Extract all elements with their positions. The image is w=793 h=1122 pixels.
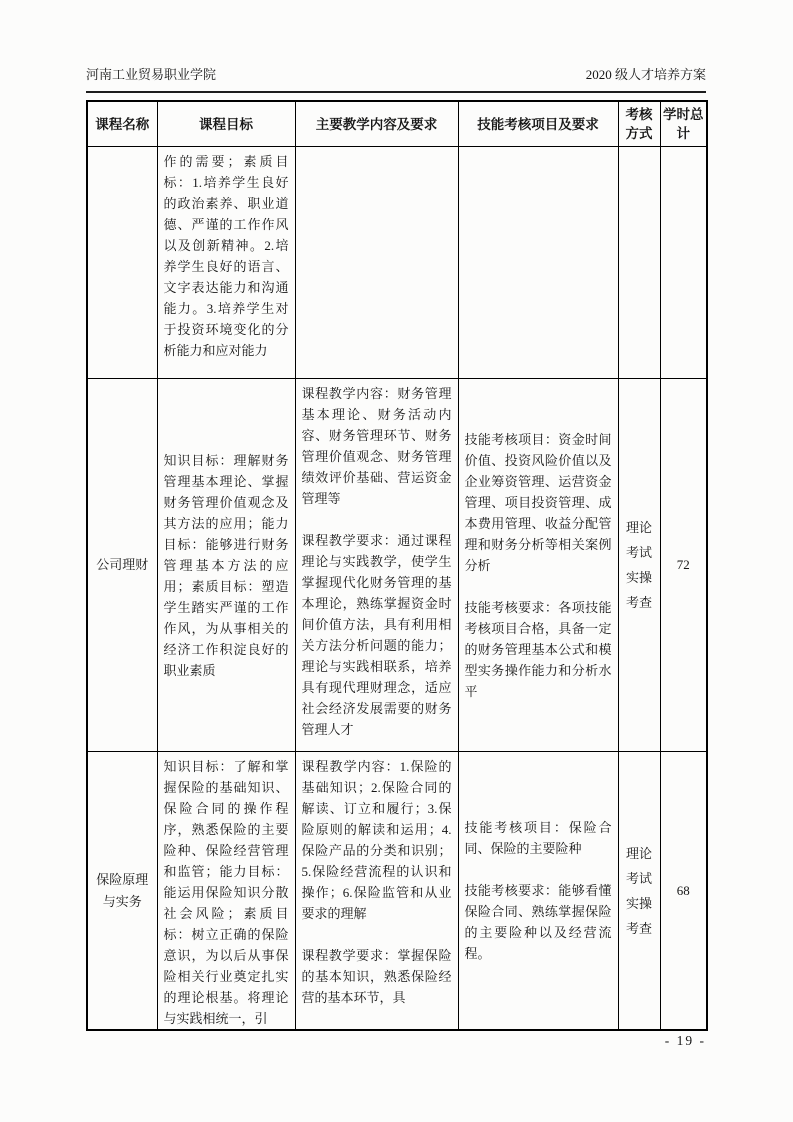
cell-skill-assessment xyxy=(458,379,618,752)
table-header-row xyxy=(87,101,707,147)
header-course-objectives: 课程目标 xyxy=(157,101,295,147)
objectives-text: 知识目标：理解财务管理基本理论、掌握财务管理价值观念及其方法的应用；能力目标：能够进行财务管理基本方法的应用；素质目标：塑造学生踏实严谨的工作作风，为从事相关的经济工作积淀良好的职业素质 xyxy=(163,452,289,678)
cell-course-name: 保险原理与实务 xyxy=(87,752,157,1031)
objectives-text: 知识目标：了解和掌握保险的基础知识、保险合同的操作程序，熟悉保险的主要险种、保险经营管理和监管；能力目标：能运用保险知识分散社会风险；素质目标：树立正确的保险意识，为以后从事保险相关行业奠定扎实的理论根基。将理论与实践相统一，引 xyxy=(163,759,289,1026)
header-doc-title: 2020 级人才培养方案 xyxy=(585,67,706,82)
cell-course-objectives xyxy=(157,147,295,379)
table-row-insurance-principles xyxy=(87,752,707,1031)
cell-total-hours xyxy=(660,147,707,379)
cell-course-objectives xyxy=(157,752,295,1031)
cell-skill-assessment xyxy=(458,147,618,379)
header-course-name: 课程名称 xyxy=(87,101,157,147)
cell-course-name: 公司理财 xyxy=(87,379,157,752)
cell-teaching-content xyxy=(295,752,458,1031)
skill-requirement-text: 技能考核要求：能够看懂保险合同、熟练掌握保险的主要险种以及经营流程。 xyxy=(464,883,612,961)
teaching-content-text: 课程教学内容：财务管理基本理论、财务活动内容、财务管理环节、财务管理价值观念、财务管理绩效评价基础、营运资金管理等 xyxy=(301,386,452,506)
skill-requirement-text: 技能考核要求：各项技能考核项目合格，具备一定的财务管理基本公式和模型实务操作能力和分析水平 xyxy=(464,599,612,699)
skill-items-text: 技能考核项目：保险合同、保险的主要险种 xyxy=(464,820,612,856)
header-skill-assessment: 技能考核项目及要求 xyxy=(458,101,618,147)
header-total-hours: 学时总计 xyxy=(660,101,707,147)
teaching-requirement-text: 课程教学要求：通过课程理论与实践教学，使学生掌握现代化财务管理的基本理论，熟练掌握资金时间价值方法，具有利用相关方法分析问题的能力；理论与实践相联系，培养具有现代理财理念，适应社会经济发展需要的财务管理人才 xyxy=(301,533,452,737)
header-assessment-method: 考核方式 xyxy=(618,101,660,147)
cell-assessment-method xyxy=(618,147,660,379)
page-number: - 19 - xyxy=(664,1033,706,1048)
cell-skill-assessment xyxy=(458,752,618,1031)
objectives-text: 作的需要；素质目标：1.培养学生良好的政治素养、职业道德、严谨的工作作风以及创新精神。2.培养学生良好的语言、文字表达能力和沟通能力。3.培养学生对于投资环境变化的分析能力和应对能力 xyxy=(163,154,289,358)
cell-teaching-content xyxy=(295,147,458,379)
page-footer xyxy=(86,1033,706,1049)
teaching-requirement-text: 课程教学要求：掌握保险的基本知识，熟悉保险经营的基本环节，具 xyxy=(301,948,452,1005)
cell-total-hours: 72 xyxy=(660,379,707,752)
header-teaching-content: 主要教学内容及要求 xyxy=(295,101,458,147)
table-row-corporate-finance xyxy=(87,379,707,752)
cell-teaching-content xyxy=(295,379,458,752)
cell-course-objectives xyxy=(157,379,295,752)
cell-assessment-method: 理论考试实操考查 xyxy=(618,752,660,1031)
cell-assessment-method: 理论考试实操考查 xyxy=(618,379,660,752)
teaching-content-text: 课程教学内容：1.保险的基础知识；2.保险合同的解读、订立和履行；3.保险原则的解读和运用；4.保险产品的分类和识别；5.保险经营流程的认识和操作；6.保险监管和从业要求的理解 xyxy=(301,759,452,921)
header-school-name: 河南工业贸易职业学院 xyxy=(86,67,217,82)
course-table xyxy=(86,100,708,1031)
cell-total-hours: 68 xyxy=(660,752,707,1031)
skill-items-text: 技能考核项目：资金时间价值、投资风险价值以及企业筹资管理、运营资金管理、项目投资管理、成本费用管理、收益分配管理和财务分析等相关案例分析 xyxy=(464,431,612,573)
cell-course-name xyxy=(87,147,157,379)
page-header xyxy=(86,64,706,93)
table-row-continued xyxy=(87,147,707,379)
